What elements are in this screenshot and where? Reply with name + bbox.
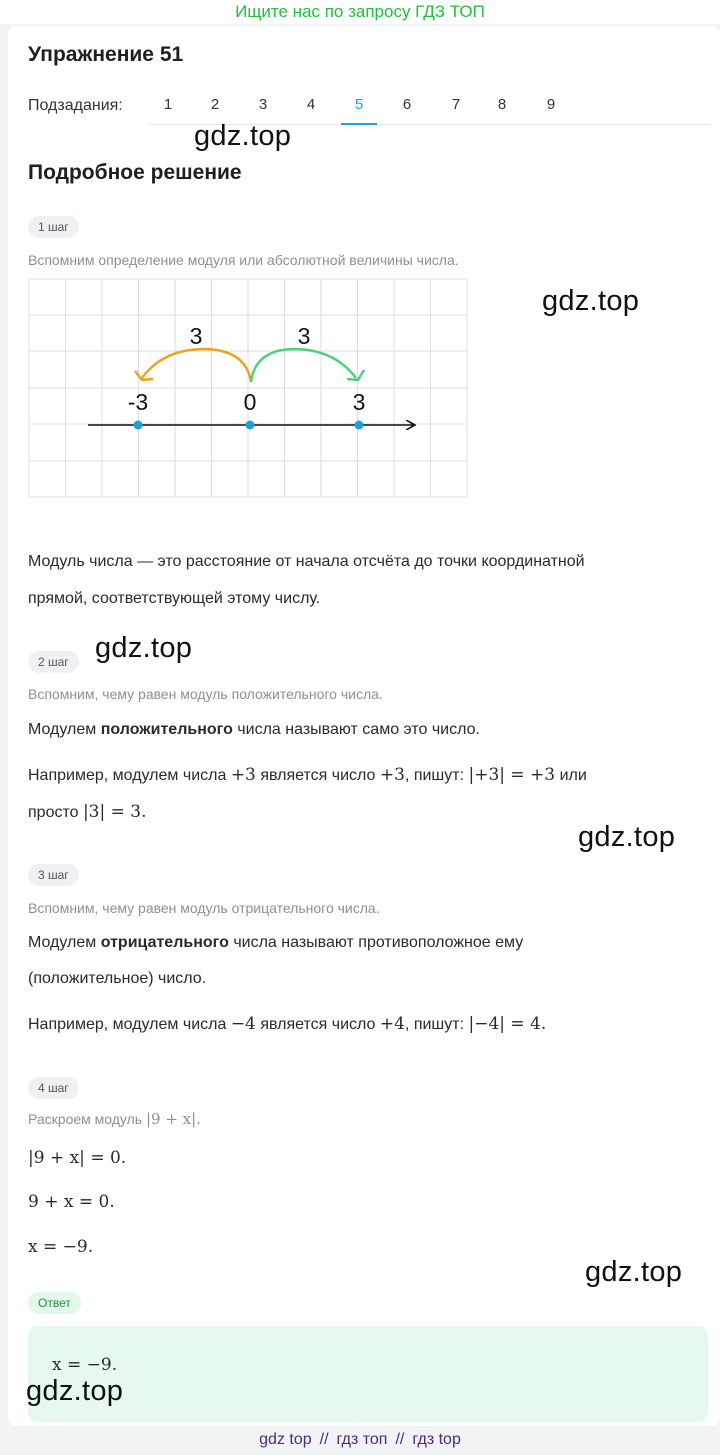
footer-link-3[interactable]: гдз top: [412, 1431, 461, 1448]
step-2-example: Например, модулем числа +3 является число +3, пишут: |+3| = +3 или: [28, 765, 587, 785]
tab-9[interactable]: 9: [546, 96, 556, 113]
answer-badge: Ответ: [28, 1292, 81, 1314]
tick-label-0: 0: [243, 389, 257, 415]
point-3: [355, 421, 364, 430]
point-minus-3: [134, 421, 143, 430]
footer-link-1[interactable]: gdz top: [259, 1431, 312, 1448]
tab-2[interactable]: 2: [210, 96, 220, 113]
answer-value: x = −9.: [52, 1355, 118, 1375]
watermark: gdz.top: [585, 1256, 683, 1288]
tick-label-minus-3: -3: [127, 389, 149, 415]
equation-3: x = −9.: [28, 1237, 94, 1257]
footer-link-2[interactable]: гдз топ: [336, 1431, 388, 1448]
step-3-example: Например, модулем числа −4 является число +4, пишут: |−4| = 4.: [28, 1014, 547, 1034]
tab-4[interactable]: 4: [306, 96, 316, 113]
watermark: gdz.top: [578, 821, 676, 853]
equation-1: |9 + x| = 0.: [28, 1148, 127, 1168]
tab-5[interactable]: 5: [341, 96, 377, 125]
step-3-definition: Модулем отрицательного числа называют противоположное ему: [28, 934, 524, 951]
step-1-badge: 1 шаг: [28, 216, 79, 238]
step-2-badge: 2 шаг: [28, 651, 79, 673]
tab-6[interactable]: 6: [402, 96, 412, 113]
step-2-example-line-2: просто |3| = 3.: [28, 802, 147, 822]
step-2-hint: Вспомним, чему равен модуль положительного числа.: [28, 686, 383, 702]
tab-1[interactable]: 1: [163, 96, 173, 113]
exercise-title: Упражнение 51: [28, 43, 184, 66]
equation-2: 9 + x = 0.: [28, 1192, 115, 1212]
footer: [0, 1428, 720, 1452]
answer-box: [28, 1326, 708, 1422]
content-card: [8, 26, 720, 1426]
step-4-badge: 4 шаг: [28, 1077, 79, 1099]
watermark: gdz.top: [95, 632, 193, 664]
step-1-hint: Вспомним определение модуля или абсолютной величины числа.: [28, 252, 459, 268]
emphasis-negative: отрицательного: [100, 934, 229, 951]
tick-label-3: 3: [352, 389, 366, 415]
step-3-definition-line-2: (положительное) число.: [28, 970, 207, 987]
subtasks-label: Подзадания:: [28, 97, 123, 114]
step-1-text-line-2: прямой, соответствующей этому числу.: [28, 590, 321, 607]
watermark: gdz.top: [542, 285, 640, 317]
emphasis-positive: положительного: [100, 721, 233, 738]
step-4-hint: Раскроем модуль |9 + x|.: [28, 1110, 201, 1128]
number-line-figure: [28, 278, 470, 502]
watermark: gdz.top: [26, 1375, 124, 1407]
footer-separator: //: [319, 1431, 329, 1448]
step-3-hint: Вспомним, чему равен модуль отрицательного числа.: [28, 900, 380, 916]
step-3-badge: 3 шаг: [28, 864, 79, 886]
watermark: gdz.top: [194, 120, 292, 152]
solution-title: Подробное решение: [28, 161, 242, 184]
step-1-text-line-1: Модуль числа — это расстояние от начала отсчёта до точки координатной: [28, 553, 585, 570]
top-banner: Ищите нас по запросу ГДЗ ТОП: [0, 0, 720, 24]
tab-8[interactable]: 8: [497, 96, 507, 113]
step-2-definition: Модулем положительного числа называют само это число.: [28, 721, 480, 738]
arc-left-label: 3: [189, 323, 203, 349]
point-0: [246, 421, 255, 430]
arc-right-label: 3: [297, 323, 311, 349]
tab-3[interactable]: 3: [258, 96, 268, 113]
footer-separator: //: [395, 1431, 405, 1448]
tab-7[interactable]: 7: [451, 96, 461, 113]
